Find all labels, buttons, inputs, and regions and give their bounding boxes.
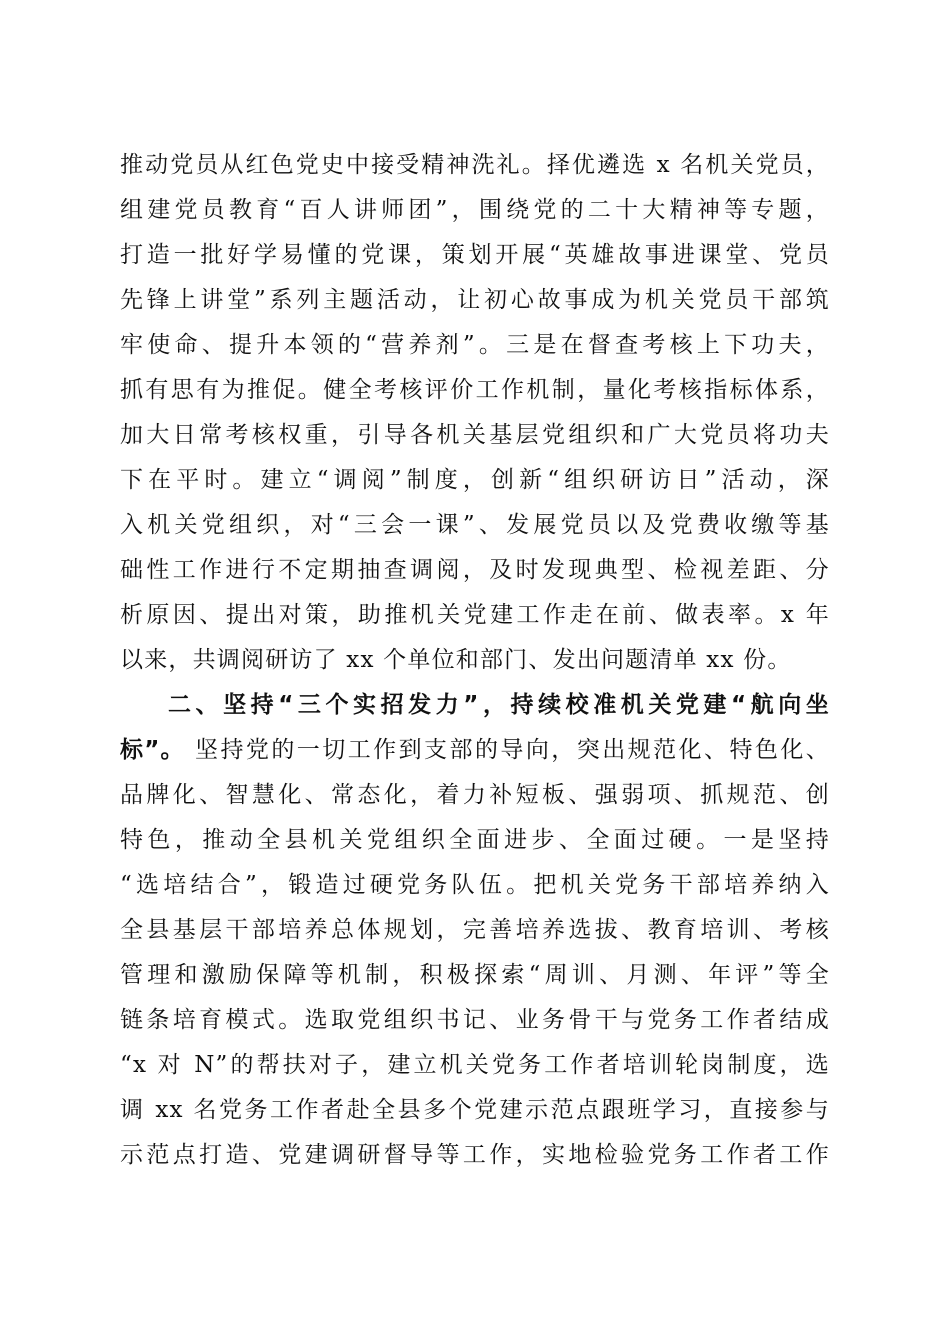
paragraph-line: “x 对 N”的帮扶对子，建立机关党务工作者培训轮岗制度，选 — [120, 1052, 830, 1078]
paragraph-line: 牢使命、提升本领的“营养剂”。三是在督查考核上下功夫， — [120, 332, 830, 358]
paragraph-line: 管理和激励保障等机制，积极探索“周训、月测、年评”等全 — [120, 962, 830, 988]
paragraph-line: 础性工作进行不定期抽查调阅，及时发现典型、检视差距、分 — [120, 557, 830, 583]
paragraph-line: 先锋上讲堂”系列主题活动，让初心故事成为机关党员干部筑 — [120, 287, 830, 313]
paragraph-line: 特色，推动全县机关党组织全面进步、全面过硬。一是坚持 — [120, 827, 830, 853]
paragraph-line: “选培结合”，锻造过硬党务队伍。把机关党务干部培养纳入 — [120, 872, 830, 898]
paragraph-line: 加大日常考核权重，引导各机关基层党组织和广大党员将功夫 — [120, 422, 830, 448]
section-heading-continued: 标”。 — [120, 737, 185, 763]
paragraph-line: 打造一批好学易懂的党课，策划开展“英雄故事进课堂、党员 — [120, 242, 830, 268]
paragraph-line: 示范点打造、党建调研督导等工作，实地检验党务工作者工作 — [120, 1142, 830, 1168]
paragraph-line: 推动党员从红色党史中接受精神洗礼。择优遴选 x 名机关党员， — [120, 152, 830, 178]
paragraph-line: 下在平时。建立“调阅”制度，创新“组织研访日”活动，深 — [120, 467, 830, 493]
paragraph-line: 坚持党的一切工作到支部的导向，突出规范化、特色化、 — [195, 737, 830, 763]
paragraph-line: 组建党员教育“百人讲师团”，围绕党的二十大精神等专题， — [120, 197, 830, 223]
paragraph-line: 抓有思有为推促。健全考核评价工作机制，量化考核指标体系， — [120, 377, 830, 403]
paragraph-line: 入机关党组织，对“三会一课”、发展党员以及党费收缴等基 — [120, 512, 830, 538]
paragraph-line: 以来，共调阅研访了 xx 个单位和部门、发出问题清单 xx 份。 — [120, 647, 792, 673]
paragraph-line: 调 xx 名党务工作者赴全县多个党建示范点跟班学习，直接参与 — [120, 1097, 830, 1123]
paragraph-line: 析原因、提出对策，助推机关党建工作走在前、做表率。x 年 — [120, 602, 830, 628]
paragraph-line: 品牌化、智慧化、常态化，着力补短板、强弱项、抓规范、创 — [120, 782, 830, 808]
paragraph-line: 全县基层干部培养总体规划，完善培养选拔、教育培训、考核 — [120, 917, 830, 943]
paragraph-line: 链条培育模式。选取党组织书记、业务骨干与党务工作者结成 — [120, 1007, 830, 1033]
section-heading: 二、坚持“三个实招发力”，持续校准机关党建“航向坐 — [168, 692, 830, 718]
